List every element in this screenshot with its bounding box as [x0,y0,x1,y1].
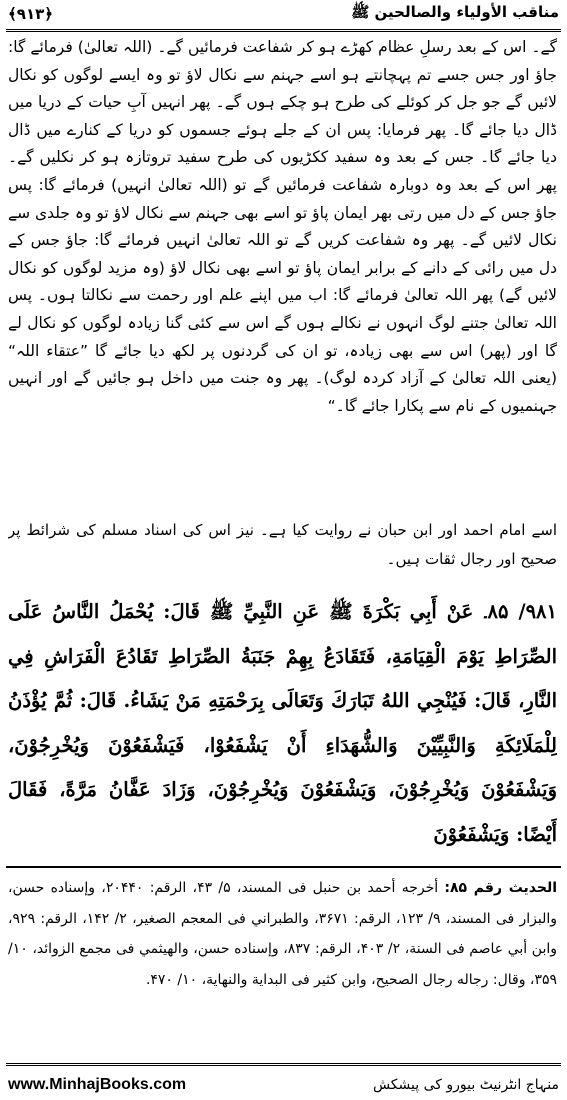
footnote-divider [6,866,561,868]
page-number: ﴿۹۱۳﴾ [8,5,54,23]
header-divider [6,29,561,32]
urdu-reference-note [8,516,557,578]
footnote-label: الحديث رقم ۸۵: [444,880,557,896]
hadith-text: عَنْ أَبِي بَكْرَةَ ﷺ عَنِ النَّبِيِّ ﷺ قَالَ: يُحْمَلُ النَّاسُ عَلَى الصِّرَاطِ يَوْمَ الْقِيَامَةِ، فَتَقَادَعُ بِهِمْ جَنَبَةُ الصِّرَاطِ تَقَادُعَ الْفَرَاشِ فِي النَّارِ، قَالَ: فَيُنْجِي اللهُ تَبَارَكَ وَتَعَالَى بِرَحْمَتِهِ مَنْ يَشَاءُ. قَالَ: ثُمَّ يُؤْذَنُ لِلْمَلَائِكَةِ وَالنَّبِيِّيْنَ وَالشُّهَدَاءِ أَنْ يَشْفَعُوْا، فَيَشْفَعُوْنَ وَيُخْرِجُوْنَ، وَيَشْفَعُوْنَ وَيُخْرِجُوْنَ، وَيَشْفَعُوْنَ وَيُخْرِجُوْنَ، وَزَادَ عَفَّانُ مَرَّةً، فَقَالَ أَيْضًا: وَيَشْفَعُوْنَ [8,600,557,846]
footnote [8,873,557,1055]
footer-divider [6,1063,561,1066]
website-link[interactable]: www.MinhajBooks.com [8,1076,187,1093]
urdu-translation-text: گے۔ اس کے بعد رسلِ عظام کھڑے ہو کر شفاعت فرمائیں گے۔ (اللہ تعالیٰ) فرمائے گا: جاؤ اور جس جسے تم پہچانتے ہو اسے جہنم سے نکال لاؤ تو وہ ایسے لوگوں کو نکال لائیں گے جو جل کر کوئلے کی طرح ہو چکے ہوں گے۔ پھر انہیں آبِ حیات کے دریا میں ڈال دیا جائے گا۔ پھر فرمایا: پس ان کے جلے ہوئے جسموں کو دریا کے کنارے میں ڈال دیا جائے گا۔ جس کے بعد وہ سفید ککڑیوں کی طرح سفید تروتازہ ہو کر نکلیں گے۔ پھر اس کے بعد وہ دوبارہ شفاعت فرمائیں گے تو (اللہ تعالیٰ انہیں) فرمائے گا: پس جاؤ جس کے دل میں رتی بھر ایمان پاؤ تو اسے بھی جہنم سے نکال لاؤ تو وہ جلدی سے نکال لائیں گے۔ پھر وہ شفاعت کریں گے تو اللہ تعالیٰ انہیں فرمائے گا: جاؤ جس کے دل میں رائی کے دانے کے برابر ایمان پاؤ تو اسے بھی نکال لاؤ (وہ مزید لوگوں کو نکال لائیں گے) پھر اللہ تعالیٰ فرمائے گا: اب میں اپنے علم اور رحمت سے نکالتا ہوں۔ پس اللہ تعالیٰ جتنے لوگ انہوں نے نکالے ہوں گے اس سے کئی گنا زیادہ لوگوں کو نکال لے گا اور (پھر) اس سے بھی زیادہ، تو ان کی گردنوں پر لکھ دیا جائے گا ”عتقاء اللہ“ (یعنی اللہ تعالیٰ کے آزاد کردہ لوگ)۔ پھر وہ جنت میں داخل ہو جائیں گے اور انہیں جہنمیوں کے نام سے پکارا جائے گا۔“ [8,38,557,415]
urdu-reference-text: اسے امام احمد اور ابن حبان نے روایت کیا ہے۔ نیز اس کی اسناد مسلم کی شرائط پر صحیح اور رجال ثقات ہیں۔ [8,521,557,568]
footnote-text: أخرجه أحمد بن حنبل فى المسند، ۵/ ۴۳، الرقم: ۲۰۴۴۰، وإسناده حسن، والبزار فى المسند، ۹/ ۱۲۳، الرقم: ۳۶۷۱، والطبراني فى المعجم الصغير، ۲/ ۱۴۲، الرقم: ۹۲۹، وابن أبي عاصم فى السنة، ۲/ ۴۰۳، الرقم: ۸۳۷، وإسناده حسن، والهيثمي فى مجمع الزوائد، ۱۰/ ۳۵۹، وقال: رجاله رجال الصحيح، وابن كثير فى البداية والنهاية، ۱۰/ ۴۷۰. [8,880,557,988]
page-footer [8,1073,559,1097]
book-title: مناقب الأولياء والصالحين ﷺ [351,3,559,21]
hadith-number: ۹۸۱/ ۸۵۔ [483,600,557,623]
urdu-translation [8,34,557,510]
page-header [8,2,559,26]
arabic-hadith [8,590,557,860]
publisher-credit: منہاج انٹرنیٹ بیورو کی پیشکش [372,1077,559,1093]
